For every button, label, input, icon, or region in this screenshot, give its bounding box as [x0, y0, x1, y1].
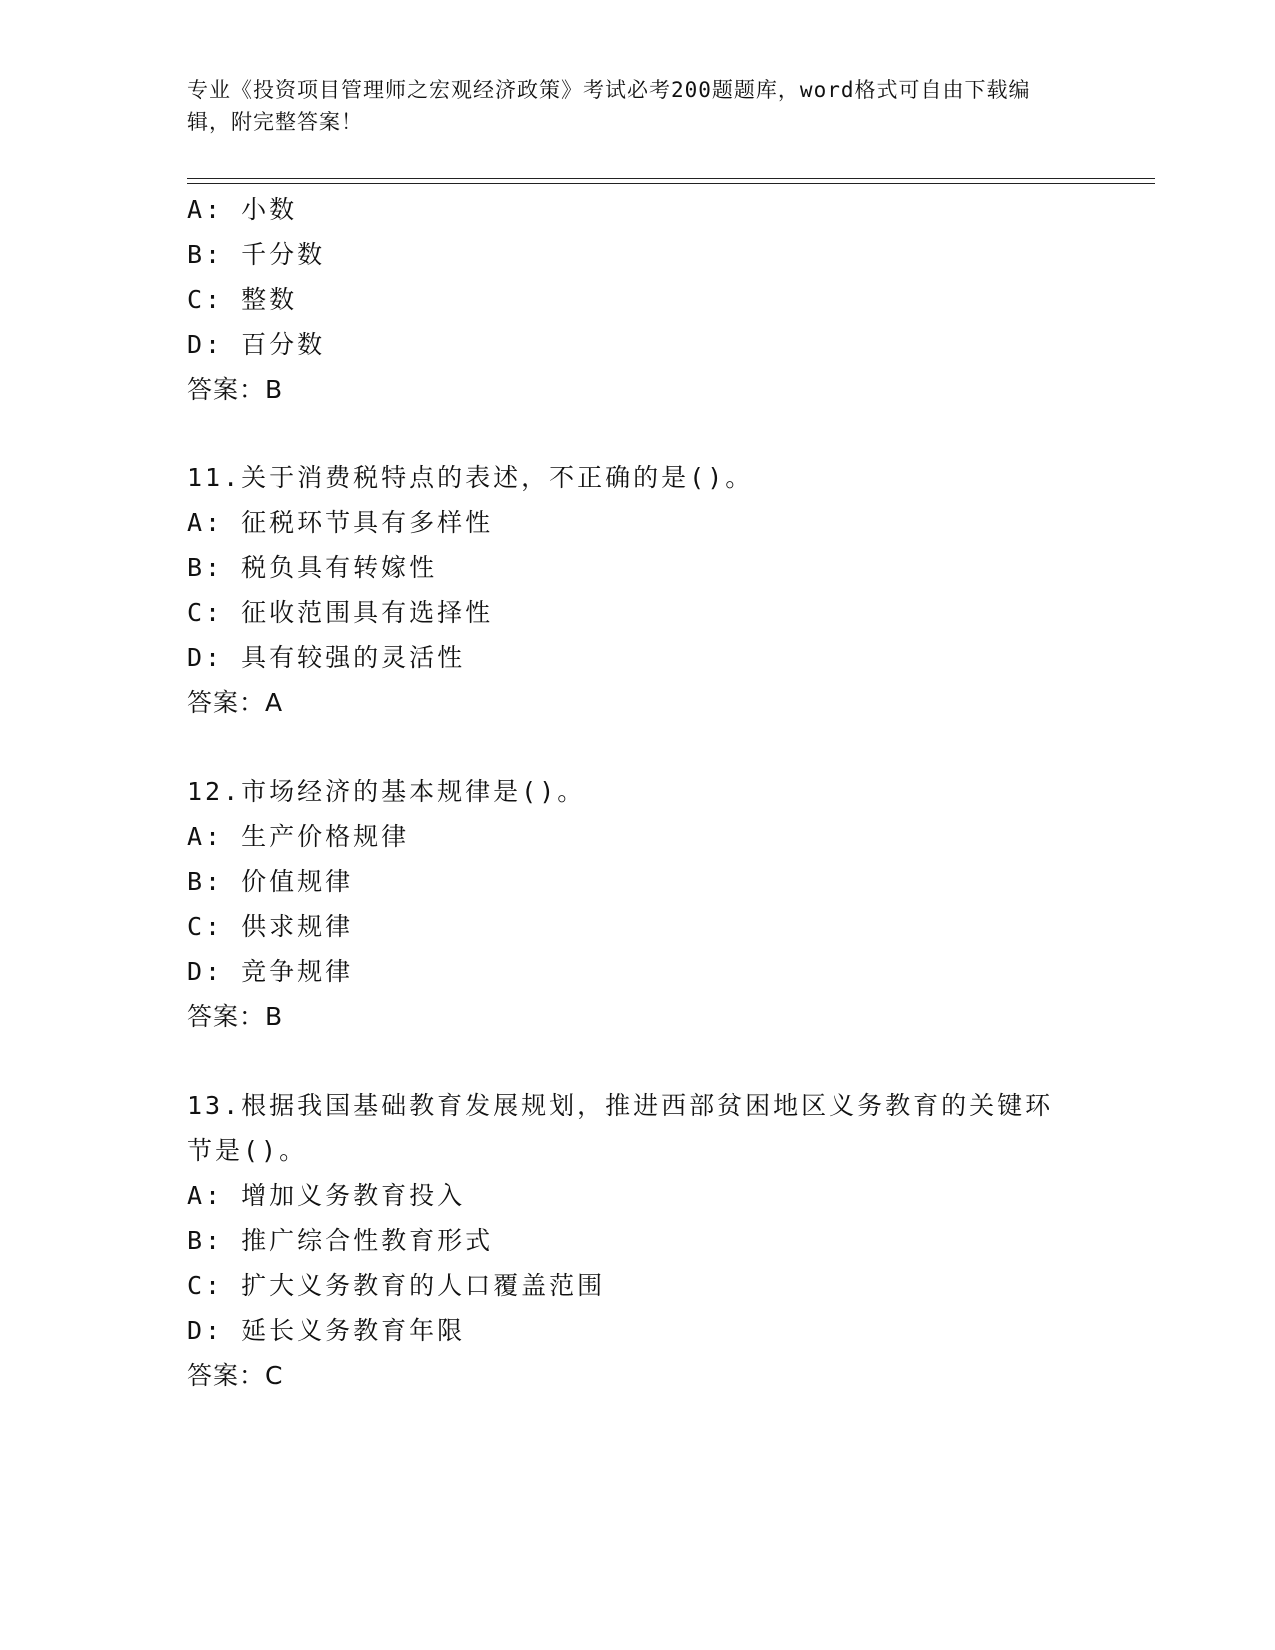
q13-option-d: D: 延长义务教育年限 [187, 1316, 466, 1345]
q13-option-c: C: 扩大义务教育的人口覆盖范围 [187, 1271, 606, 1300]
q13-option-a: A: 增加义务教育投入 [187, 1181, 466, 1210]
q11-option-a: A: 征税环节具有多样性 [187, 508, 494, 537]
q12-option-b: B: 价值规律 [187, 867, 354, 896]
q10-option-d: D: 百分数 [187, 330, 326, 359]
q12-option-c: C: 供求规律 [187, 912, 354, 941]
document-header: 专业《投资项目管理师之宏观经济政策》考试必考200题题库，word格式可自由下载编辑，附完整答案！ [187, 78, 1031, 134]
q11-option-b: B: 税负具有转嫁性 [187, 553, 438, 582]
q13-option-b: B: 推广综合性教育形式 [187, 1226, 494, 1255]
q11-option-c: C: 征收范围具有选择性 [187, 598, 494, 627]
q13-question-line2: 节是()。 [187, 1136, 308, 1165]
q12-option-d: D: 竞争规律 [187, 957, 354, 986]
q12-answer: 答案：B [187, 1002, 284, 1031]
q11-question: 11.关于消费税特点的表述，不正确的是()。 [187, 463, 754, 492]
q11-option-d: D: 具有较强的灵活性 [187, 643, 466, 672]
q10-answer: 答案：B [187, 375, 284, 404]
q13-answer: 答案：C [187, 1361, 284, 1390]
q12-option-a: A: 生产价格规律 [187, 822, 410, 851]
q10-option-c: C: 整数 [187, 285, 298, 314]
q10-option-b: B: 千分数 [187, 240, 326, 269]
q11-answer: 答案：A [187, 688, 284, 717]
header-rule-top [187, 178, 1155, 179]
q12-question: 12.市场经济的基本规律是()。 [187, 777, 586, 806]
q13-question-line1: 13.根据我国基础教育发展规划，推进西部贫困地区义务教育的关键环 [187, 1091, 1054, 1120]
header-rule-bottom [187, 183, 1155, 184]
q10-option-a: A: 小数 [187, 195, 298, 224]
